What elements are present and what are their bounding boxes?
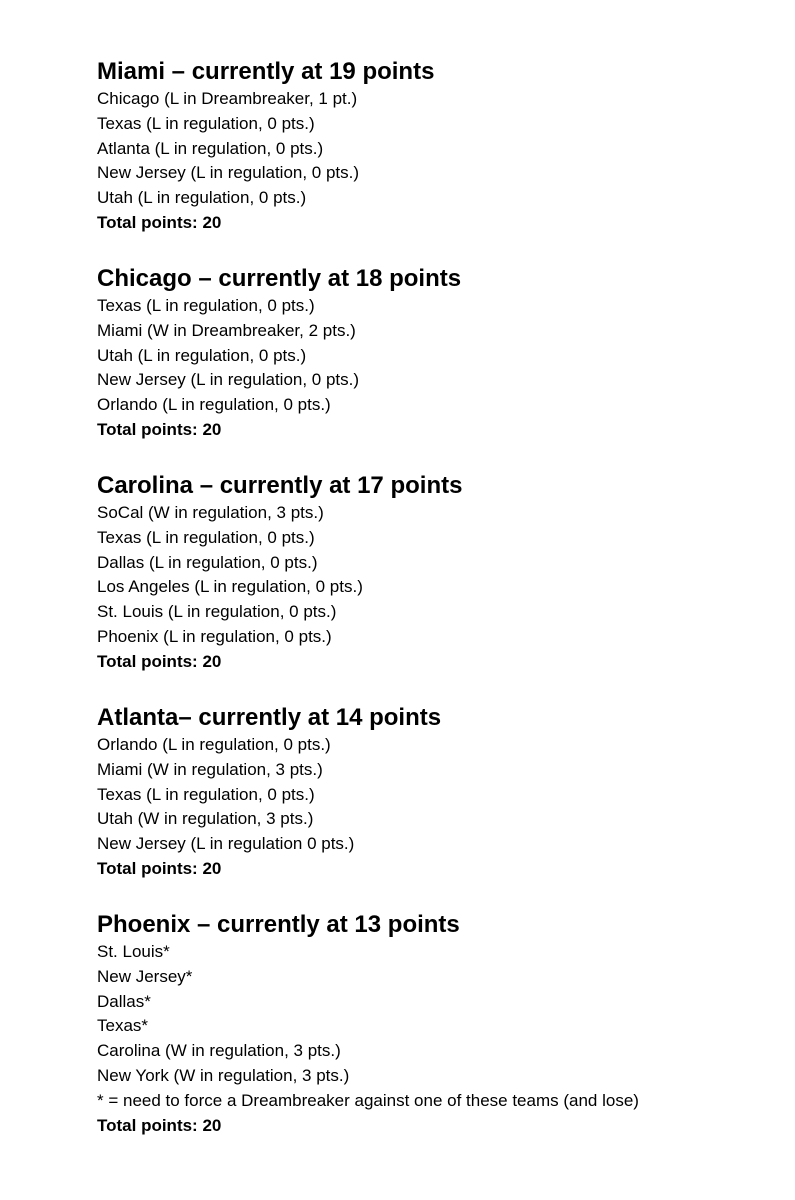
result-line: Dallas (L in regulation, 0 pts.) [97,552,318,572]
result-line: Orlando (L in regulation, 0 pts.) [97,395,331,415]
result-line: Utah (W in regulation, 3 pts.) [97,809,314,829]
result-line: New Jersey (L in regulation 0 pts.) [97,834,355,854]
result-line: Dallas* [97,991,151,1011]
section-heading: Carolina – currently at 17 points [97,472,463,499]
total-points: Total points: 20 [97,419,222,439]
total-points: Total points: 20 [97,651,222,671]
team-section-atlanta [97,703,777,882]
result-line: Utah (L in regulation, 0 pts.) [97,188,307,208]
result-line: New Jersey* [97,966,193,986]
result-line: Chicago (L in Dreambreaker, 1 pt.) [97,89,358,108]
section-heading: Atlanta– currently at 14 points [97,704,442,731]
result-line: Phoenix (L in regulation, 0 pts.) [97,626,332,646]
team-section-carolina [97,471,777,675]
footnote-line: * = need to force a Dreambreaker against one of these teams (and lose) [97,1090,639,1110]
result-line: Orlando (L in regulation, 0 pts.) [97,735,331,754]
result-line: New Jersey (L in regulation, 0 pts.) [97,163,360,183]
team-section-miami [97,57,777,236]
result-line: St. Louis (L in regulation, 0 pts.) [97,602,337,622]
result-line: New York (W in regulation, 3 pts.) [97,1065,350,1085]
result-line: Texas (L in regulation, 0 pts.) [97,296,315,315]
team-section-chicago [97,264,777,443]
result-line: Miami (W in regulation, 3 pts.) [97,759,323,779]
result-line: New Jersey (L in regulation, 0 pts.) [97,370,360,390]
result-line: Texas (L in regulation, 0 pts.) [97,784,315,804]
section-heading: Chicago – currently at 18 points [97,265,462,292]
result-line: Carolina (W in regulation, 3 pts.) [97,1041,341,1061]
total-points: Total points: 20 [97,212,222,232]
result-line: Atlanta (L in regulation, 0 pts.) [97,138,324,158]
team-section-phoenix [97,910,777,1138]
total-points: Total points: 20 [97,1115,222,1135]
result-line: Miami (W in Dreambreaker, 2 pts.) [97,320,356,340]
result-line: Texas (L in regulation, 0 pts.) [97,113,315,133]
result-line: Utah (L in regulation, 0 pts.) [97,345,307,365]
total-points: Total points: 20 [97,858,222,878]
result-line: Texas (L in regulation, 0 pts.) [97,527,315,547]
result-line: St. Louis* [97,942,170,961]
result-line: Texas* [97,1016,149,1036]
result-line: Los Angeles (L in regulation, 0 pts.) [97,577,363,597]
section-heading: Phoenix – currently at 13 points [97,911,460,938]
section-heading: Miami – currently at 19 points [97,58,435,85]
result-line: SoCal (W in regulation, 3 pts.) [97,503,324,522]
